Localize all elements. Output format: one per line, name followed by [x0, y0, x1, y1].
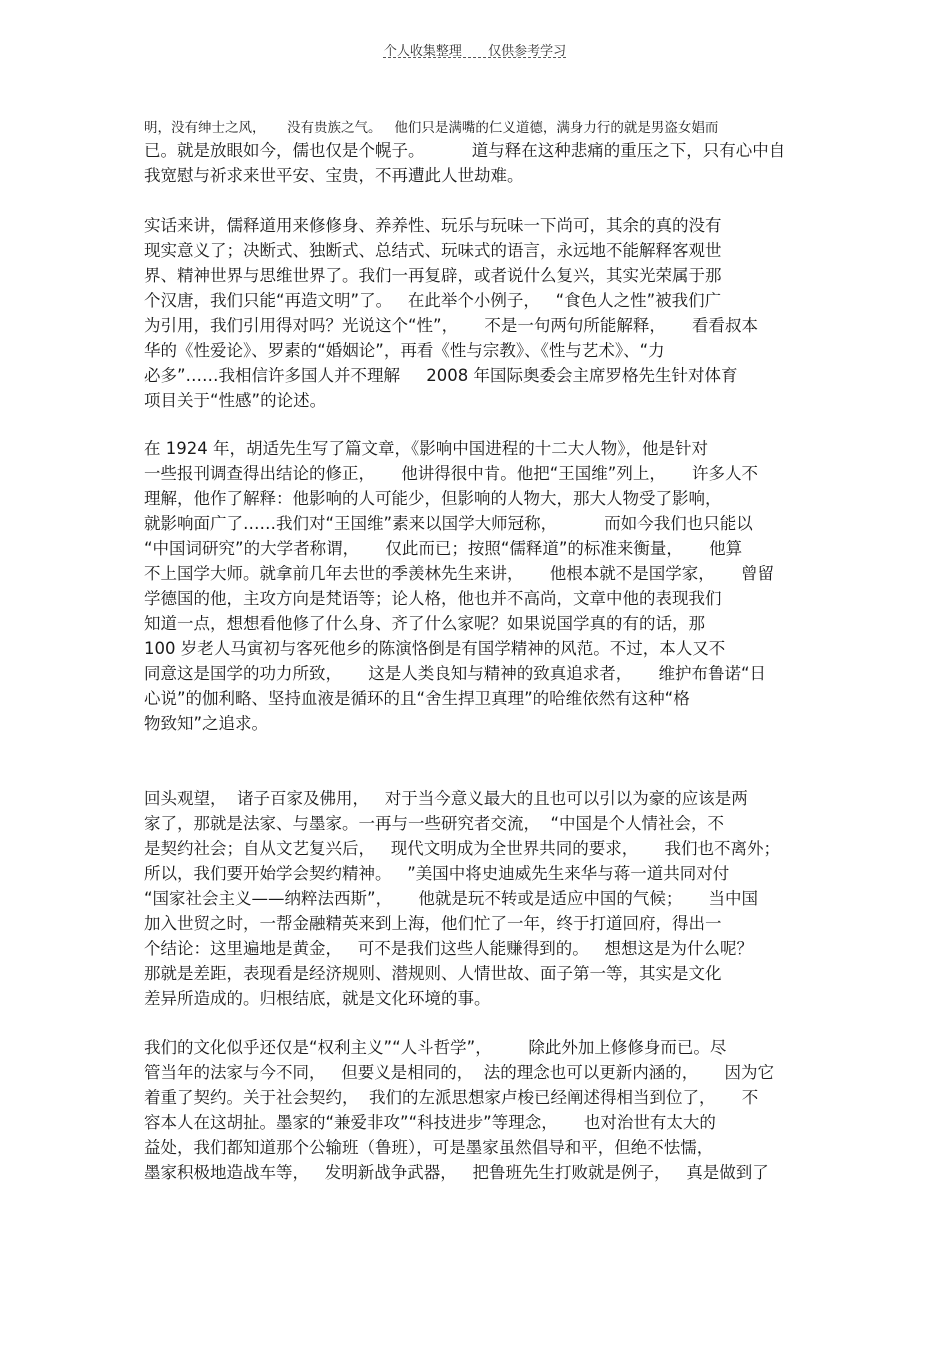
text-line: 界、精神世界与思维世界了。我们一再复辟，或者说什么复兴，其实光荣属于那 [144, 266, 722, 285]
header-left-text: 个人收集整理 [383, 44, 462, 59]
text-line: 所以，我们要开始学会契约精神。 ”美国中将史迪威先生来华与蒋一道共同对付 [144, 864, 730, 883]
text-line: 是契约社会；自从文艺复兴后， 现代文明成为全世界共同的要求， 我们也不离外； [144, 839, 780, 858]
text-line: 我宽慰与祈求来世平安、宝贵，不再遭此人世劫难。 [144, 166, 524, 185]
text-line: 回头观望， 诸子百家及佛用， 对于当今意义最大的且也可以引以为豪的应该是两 [144, 789, 748, 808]
text-line: 着重了契约。关于社会契约， 我们的左派思想家卢梭已经阐述得相当到位了， 不 [144, 1088, 759, 1107]
header-right-text: 仅供参考学习 [488, 44, 567, 59]
text-line: “中国词研究”的大学者称谓， 仅此而已；按照“儒释道”的标准来衡量， 他算 [144, 539, 743, 558]
text-line: 个汉唐，我们只能“再造文明”了。 在此举个小例子， “食色人之性”被我们广 [144, 291, 722, 310]
header-underline [383, 57, 566, 58]
text-line: 学德国的他，主攻方向是梵语等；论人格，他也并不高尚，文章中他的表现我们 [144, 589, 722, 608]
text-line: 加入世贸之时，一帮金融精英来到上海，他们忙了一年，终于打道回府，得出一 [144, 914, 722, 933]
text-line: 知道一点，想想看他修了什么身、齐了什么家呢？如果说国学真的有的话，那 [144, 614, 705, 633]
text-line: 不上国学大师。就拿前几年去世的季羡林先生来讲， 他根本就不是国学家， 曾留 [144, 564, 774, 583]
text-line: 物致知”之追求。 [144, 714, 269, 733]
text-line: “国家社会主义——纳粹法西斯”， 他就是玩不转或是适应中国的气候； 当中国 [144, 889, 759, 908]
text-line: 家了，那就是法家、与墨家。一再与一些研究者交流， “中国是个人情社会，不 [144, 814, 725, 833]
text-line: 个结论：这里遍地是黄金， 可不是我们这些人能赚得到的。 想想这是为什么呢？ [144, 939, 753, 958]
text-line: 项目关于“性感”的论述。 [144, 391, 327, 410]
text-line: 我们的文化似乎还仅是“权利主义”“人斗哲学”， 除此外加上修修身而已。尽 [144, 1038, 727, 1057]
text-line: 在 1924 年，胡适先生写了篇文章，《影响中国进程的十二大人物》，他是针对 [144, 439, 708, 458]
text-line: 那就是差距，表现看是经济规则、潜规则、人情世故、面子第一等，其实是文化 [144, 964, 722, 983]
text-line: 现实意义了；决断式、独断式、总结式、玩味式的语言，永远地不能解释客观世 [144, 241, 722, 260]
text-line: 实话来讲，儒释道用来修修身、养养性、玩乐与玩味一下尚可，其余的真的没有 [144, 216, 722, 235]
text-line: 墨家积极地造战车等， 发明新战争武器， 把鲁班先生打败就是例子， 真是做到了 [144, 1163, 769, 1182]
text-line: 理解，他作了解释：他影响的人可能少，但影响的人物大，那大人物受了影响， [144, 489, 722, 508]
text-line: 管当年的法家与今不同， 但要义是相同的， 法的理念也可以更新内涵的， 因为它 [144, 1063, 774, 1082]
text-line: 华的《性爱论》、罗素的“婚姻论”，再看《性与宗教》、《性与艺术》、“力 [144, 341, 665, 360]
text-line: 差异所造成的。归根结底，就是文化环境的事。 [144, 989, 491, 1008]
text-line: 为引用，我们引用得对吗？光说这个“性”， 不是一句两句所能解释， 看看叔本 [144, 316, 759, 335]
text-line: 已。就是放眼如今，儒也仅是个幌子。 道与释在这种悲痛的重压之下，只有心中自 [144, 141, 786, 160]
text-line: 同意这是国学的功力所致， 这是人类良知与精神的致真追求者， 维护布鲁诺“日 [144, 664, 766, 683]
text-line: 心说”的伽利略、坚持血液是循环的且“舍生捍卫真理”的哈维依然有这种“格 [144, 689, 690, 708]
text-line: 100 岁老人马寅初与客死他乡的陈演恪倒是有国学精神的风范。不过，本人又不 [144, 639, 726, 658]
text-line: 就影响面广了……我们对“王国维”素来以国学大师冠称， 而如今我们也只能以 [144, 514, 753, 533]
text-line: 明，没有绅士之风， 没有贵族之气。 他们只是满嘴的仁义道德，满身力行的就是男盗女娼而 [144, 120, 719, 136]
text-line: 必多”……我相信许多国人并不理解 2008 年国际奥委会主席罗格先生针对体育 [144, 366, 738, 385]
text-line: 容本人在这胡扯。墨家的“兼爱非攻”“科技进步”等理念， 也对治世有太大的 [144, 1113, 716, 1132]
text-line: 一些报刊调查得出结论的修正， 他讲得很中肯。他把“王国维”列上， 许多人不 [144, 464, 759, 483]
page-header [0, 40, 950, 59]
text-line: 益处，我们都知道那个公输班（鲁班），可是墨家虽然倡导和平，但绝不怯懦， [144, 1138, 714, 1157]
